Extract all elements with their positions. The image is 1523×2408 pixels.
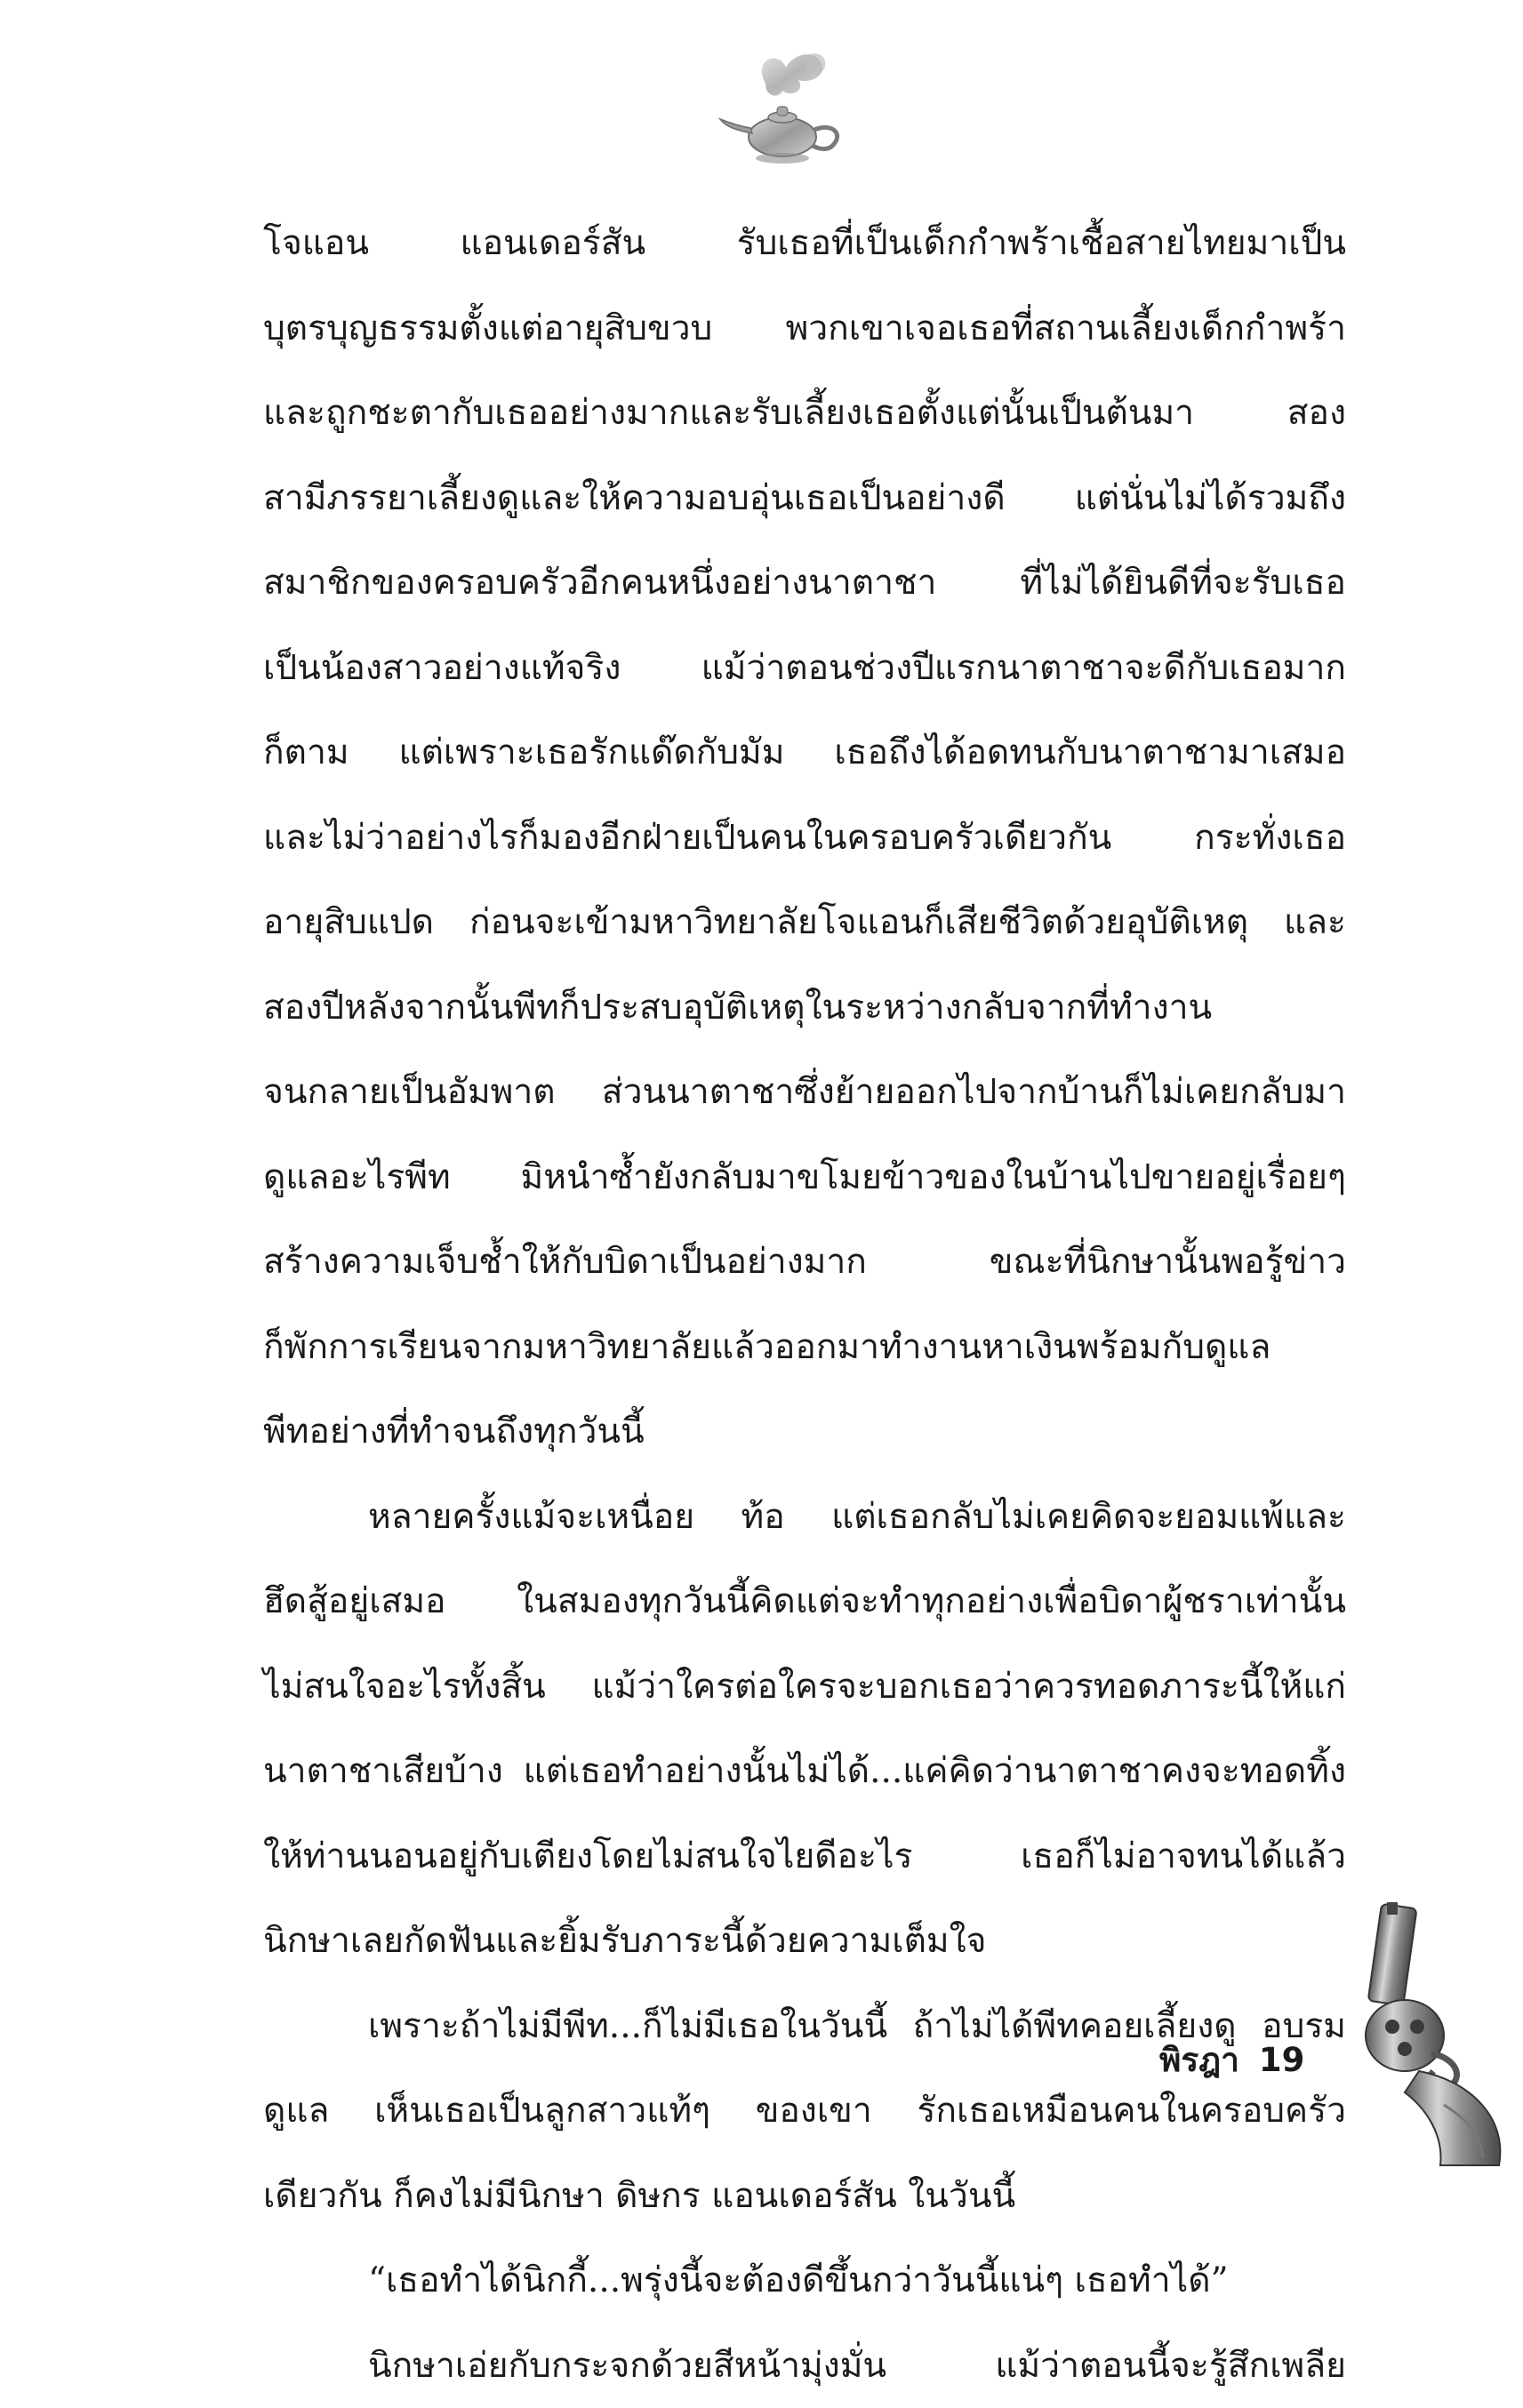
text-line: โจแอน แอนเดอร์สัน รับเธอที่เป็นเด็กกำพร้าเชื้อสายไทยมาเป็น [263,201,1346,286]
text-line: สามีภรรยาเลี้ยงดูและให้ความอบอุ่นเธอเป็นอย่างดี แต่นั่นไม่ได้รวมถึง [263,456,1346,541]
text-line: เพราะถ้าไม่มีพีท...ก็ไม่มีเธอในวันนี้ ถ้าไม่ได้พีทคอยเลี้ยงดู อบรม [263,1984,1346,2069]
text-line: เดียวกัน ก็คงไม่มีนิกษา ดิษกร แอนเดอร์สัน ในวันนี้ [263,2154,1346,2239]
text-line: “เธอทำได้นิกกี้...พรุ่งนี้จะต้องดีขึ้นกว่าวันนี้แน่ๆ เธอทำได้” [263,2238,1346,2324]
text-line: และไม่ว่าอย่างไรก็มองอีกฝ่ายเป็นคนในครอบครัวเดียวกัน กระทั่งเธอ [263,796,1346,881]
text-line: นิกษาเลยกัดฟันและยิ้มรับภาระนี้ด้วยความเต็มใจ [263,1899,1346,1984]
text-line: พีทอย่างที่ทำจนถึงทุกวันนี้ [263,1389,1346,1475]
running-footer-title: พิรฎา [1159,2041,1239,2079]
text-line: ฮึดสู้อยู่เสมอ ในสมองทุกวันนี้คิดแต่จะทำทุกอย่างเพื่อบิดาผู้ชราเท่านั้น [263,1559,1346,1644]
text-line: ให้ท่านนอนอยู่กับเตียงโดยไม่สนใจไยดีอะไร เธอก็ไม่อาจทนได้แล้ว [263,1814,1346,1900]
text-line: ไม่สนใจอะไรทั้งสิ้น แม้ว่าใครต่อใครจะบอกเธอว่าควรทอดภาระนี้ให้แก่ [263,1644,1346,1730]
page-number: 19 [1259,2041,1305,2079]
page-footer [1159,2034,1304,2086]
text-line: ก็ตาม แต่เพราะเธอรักแด๊ดกับมัม เธอถึงได้อดทนกับนาตาชามาเสมอ [263,710,1346,796]
text-line: และถูกชะตากับเธออย่างมากและรับเลี้ยงเธอตั้งแต่นั้นเป็นต้นมา สอง [263,371,1346,456]
text-line: สองปีหลังจากนั้นพีทก็ประสบอุบัติเหตุในระหว่างกลับจากที่ทำงาน [263,965,1346,1051]
revolver-icon [1334,1902,1516,2169]
text-line: ดูแลอะไรพีท มิหนำซ้ำยังกลับมาขโมยข้าวของในบ้านไปขายอยู่เรื่อยๆ [263,1135,1346,1220]
text-line: หลายครั้งแม้จะเหนื่อย ท้อ แต่เธอกลับไม่เคยคิดจะยอมแพ้และ [263,1475,1346,1560]
text-line: จนกลายเป็นอัมพาต ส่วนนาตาชาซึ่งย้ายออกไปจากบ้านก็ไม่เคยกลับมา [263,1050,1346,1135]
text-line: นิกษาเอ่ยกับกระจกด้วยสีหน้ามุ่งมั่น แม้ว่าตอนนี้จะรู้สึกเพลีย [263,2324,1346,2408]
text-line: บุตรบุญธรรมตั้งแต่อายุสิบขวบ พวกเขาเจอเธอที่สถานเลี้ยงเด็กกำพร้า [263,286,1346,372]
text-line: นาตาชาเสียบ้าง แต่เธอทำอย่างนั้นไม่ได้...แค่คิดว่านาตาชาคงจะทอดทิ้ง [263,1729,1346,1814]
text-line: ดูแล เห็นเธอเป็นลูกสาวแท้ๆ ของเขา รักเธอเหมือนคนในครอบครัว [263,2068,1346,2154]
text-line: สมาชิกของครอบครัวอีกคนหนึ่งอย่างนาตาชา ที่ไม่ได้ยินดีที่จะรับเธอ [263,540,1346,626]
text-line: อายุสิบแปด ก่อนจะเข้ามหาวิทยาลัยโจแอนก็เสียชีวิตด้วยอุบัติเหตุ และ [263,880,1346,965]
text-line: ก็พักการเรียนจากมหาวิทยาลัยแล้วออกมาทำงานหาเงินพร้อมกับดูแล [263,1305,1346,1390]
text-line: เป็นน้องสาวอย่างแท้จริง แม้ว่าตอนช่วงปีแรกนาตาชาจะดีกับเธอมาก [263,626,1346,711]
text-line: สร้างความเจ็บช้ำให้กับบิดาเป็นอย่างมาก ขณะที่นิกษานั้นพอรู้ข่าว [263,1220,1346,1305]
teapot-ornament-icon [717,41,850,174]
